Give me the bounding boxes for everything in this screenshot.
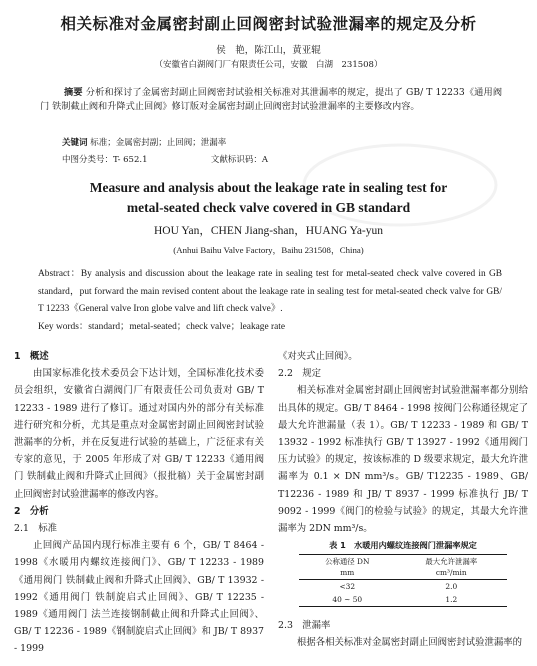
table-cell: 40 ~ 50	[299, 593, 396, 607]
table-header-leakage-unit: cm³/min	[435, 568, 467, 578]
section-2-2-heading: 2.2 规定	[278, 368, 322, 380]
section-2-1-paragraph: 止回阀产品国内现行标准主要有 6 个，GB/ T 8464 - 1998《水暖用内螺纹连接阀门》、GB/ T 12233 - 1989《通用阀门 铁制截止阀和升降式止回阀》、GB/ T 13932 - 1992《通用阀门 铁制旋启式止回阀》、GB/ T 12235 - 1989《通用阀门 法兰连接钢制截止阀和升降式止回阀》、GB/ T 12236 - 1989《钢制旋启式止回阀》和 JB/ T 8937 - 1999	[14, 540, 264, 655]
affiliation-cn: （安徽省白湖阀门厂有限责任公司，安徽 白湖 231508）	[154, 60, 383, 70]
table-1	[299, 554, 507, 607]
section-2-3-heading: 2.3 泄漏率	[278, 620, 331, 632]
clc-number: 中图分类号：T- 652.1	[62, 155, 148, 165]
table-cell: <32	[339, 582, 356, 592]
authors-en: HOU Yan，CHEN Jiang-shan，HUANG Ya-yun	[153, 225, 384, 237]
keywords-cn-label: 关键词	[62, 138, 88, 148]
paragraph-continuation: 《对夹式止回阀》。	[278, 351, 358, 362]
table-header-leakage	[396, 555, 507, 580]
affiliation-en: (Anhui Baihu Valve Factory，Baihu 231508，China)	[173, 245, 364, 255]
paper-title-en	[0, 178, 537, 218]
classification-line	[62, 153, 268, 165]
section-2-2-paragraph: 相关标准对金属密封副止回阀密封试验泄漏率都分别给出具体的规定。GB/ T 8464 - 1998 按阀门公称通径规定了最大允许泄漏量（表 1）。GB/ T 12233 - 1989 和 GB/ T 13932 - 1992 标准执行 GB/ T 13927 - 1992《通用阀门 压力试验》的规定，按该标准的 D 级要求规定，最大允许泄漏率为 0.1 × DN mm³/s。GB/ T12235 - 1989、GB/ T12236 - 1989 和 JB/ T 8937 - 1999 标准执行 JB/ T 9092 - 1999《阀门的检验与试验》的规定，其最大允许泄漏率为 2DN mm³/s。	[278, 385, 528, 535]
paper-title: 相关标准对金属密封副止回阀密封试验泄漏率的规定及分析	[60, 15, 477, 33]
table-1-caption: 表 1 水暖用内螺纹连接阀门泄漏率规定	[329, 540, 477, 551]
section-2-3-paragraph: 根据各相关标准对金属密封副止回阀密封试验泄漏率的	[297, 637, 523, 649]
keywords-cn	[62, 136, 226, 148]
authors-cn: 侯 艳，陈江山，黄亚辊	[216, 45, 321, 56]
body-column-right	[278, 348, 528, 652]
paper-title-en-line2: metal-seated check valve covered in GB standard	[126, 200, 411, 215]
abstract-cn-text: 分析和探讨了金属密封副止回阀密封试验相关标准对其泄漏率的规定，提出了 GB/ T 12233《通用阀门 铁制截止阀和升降式止回阀》修订版对金属密封副止回阀密封试验泄漏率的主要修改内容。	[40, 87, 503, 112]
section-1-heading: 1 概述	[14, 351, 49, 362]
table-header-dn-unit: mm	[340, 568, 355, 578]
table-row	[299, 580, 507, 594]
document-code: 文献标识码：A	[210, 155, 269, 165]
abstract-cn-label: 摘要	[64, 87, 83, 98]
keywords-en: Key words：standard；metal-seated；check valve；leakage rate	[38, 322, 286, 332]
body-column-left	[14, 348, 264, 658]
paper-title-en-line1: Measure and analysis about the leakage rate in sealing test for	[89, 180, 448, 195]
section-2-heading: 2 分析	[14, 505, 49, 517]
table-cell: 1.2	[396, 593, 507, 607]
table-cell: 2.0	[445, 582, 458, 592]
keywords-cn-text: 标准；金属密封副；止回阀；泄漏率	[90, 138, 227, 148]
abstract-cn	[40, 86, 502, 114]
table-header-dn-label: 公称通径 DN	[325, 557, 370, 567]
section-1-paragraph: 由国家标准化技术委员会下达计划，全国标准化技术委员会组织，安徽省白湖阀门厂有限责任公司负责对 GB/ T 12233 - 1989 进行了修订。通过对国内外的部分有关标准进行研究和分析，尤其是重点对金属密封副止回阀密封试验泄漏率的分析，并在反复进行试验的基础上，广泛征求有关专家的意见，于 2005 年形成了对 GB/ T 12233《通用阀门 铁制截止阀和升降式止回阀》（报批稿）关于金属密封副止回阀密封试验泄漏率的修改内容。	[14, 368, 264, 500]
table-row	[299, 593, 507, 607]
table-header-dn	[299, 555, 396, 580]
table-header-leakage-label: 最大允许泄漏率	[425, 557, 478, 567]
section-2-1-heading: 2.1 标准	[14, 523, 58, 535]
abstract-en: Abstract：By analysis and discussion about the leakage rate in sealing test for metal-seated check valve covered in GB standard，put forward the main revised content about the leakage rate in sealing test for metal-seated check valve for GB/ T 12233《General valve Iron globe valve and lift check valve》.	[38, 269, 502, 314]
